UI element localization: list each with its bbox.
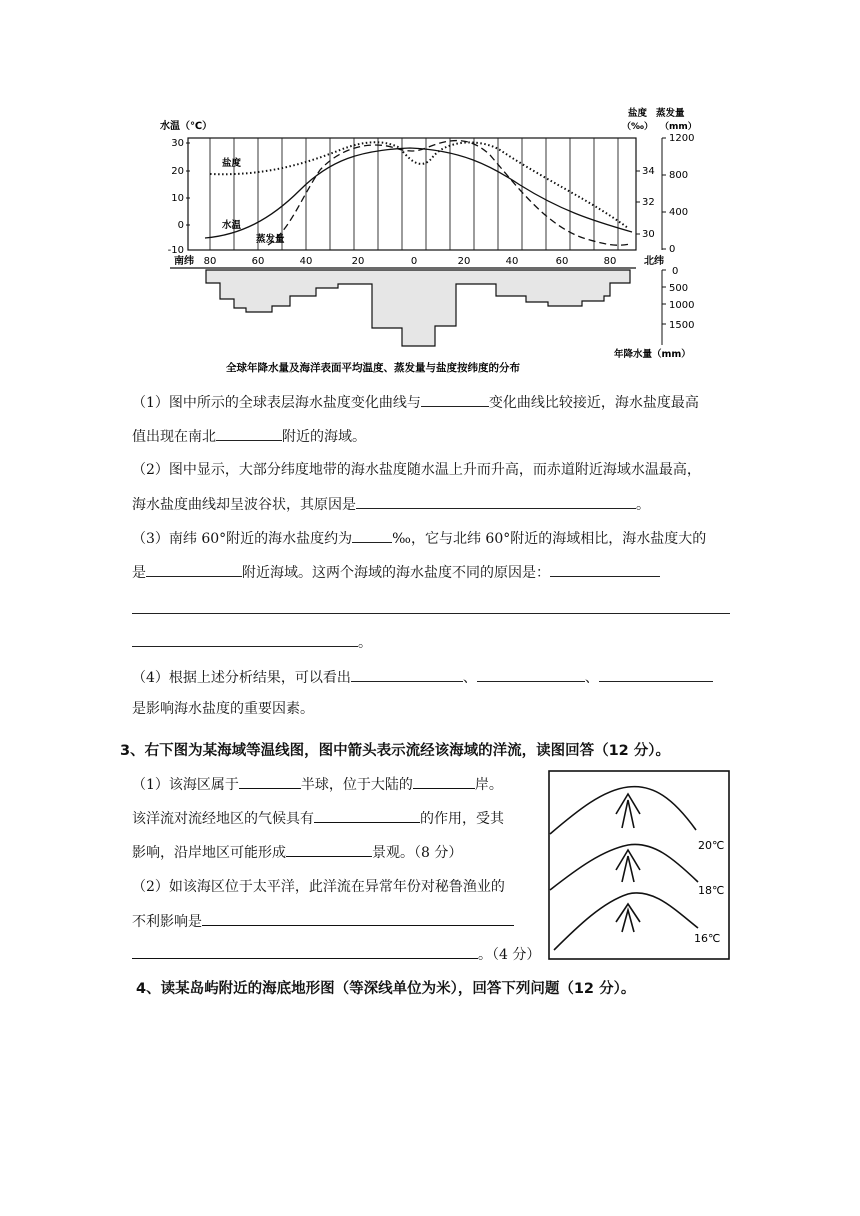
latitude-tick: 40 — [505, 256, 519, 267]
q3-title: 3、右下图为某海域等温线图，图中箭头表示流经该海域的洋流，读图回答（12 分）。 — [120, 743, 671, 759]
q2-p1-blank2[interactable] — [216, 426, 282, 441]
q2-p1-blank1[interactable] — [421, 392, 489, 407]
right-axis-unit-salinity: （‰） — [622, 122, 653, 132]
left-tick: 10 — [171, 193, 184, 204]
current-arrow-icon — [616, 794, 640, 932]
q2-p3-text-b: ‰，它与北纬 60°附近的海域相比，海水盐度大的 — [392, 531, 707, 547]
q2-part4-line2 — [132, 699, 314, 719]
precip-tick: 500 — [669, 283, 689, 294]
q3-p1-text-c: 岸。 — [474, 777, 503, 793]
salinity-tick: 30 — [642, 229, 655, 240]
q3-part1-line3 — [132, 842, 462, 863]
q3-part1-line1 — [132, 774, 503, 795]
q3-part1-line2 — [132, 808, 504, 829]
q3-p1-text-g: 景观。（8 分） — [372, 845, 463, 861]
q3-p1-blank2[interactable] — [413, 774, 475, 789]
q3-p1-blank4[interactable] — [286, 842, 372, 857]
precip-tick: 1500 — [669, 320, 695, 331]
q2-p1-text-c: 值出现在南北 — [132, 429, 216, 445]
salinity-tick: 34 — [642, 166, 655, 177]
water-temp-curve-label: 水温 — [222, 220, 242, 231]
latitude-tick: 40 — [299, 256, 313, 267]
q2-p4-text-a: （4）根据上述分析结果，可以看出 — [132, 670, 351, 686]
right-axis-title-salinity: 盐度 — [628, 108, 648, 119]
isotherm-line-16 — [554, 893, 698, 950]
salinity-curve-label: 盐度 — [222, 158, 242, 169]
isotherm-label: 18℃ — [698, 884, 725, 897]
north-latitude-label: 北纬 — [644, 256, 664, 267]
q3-p2-text-b: 不利影响是 — [132, 914, 202, 930]
south-latitude-label: 南纬 — [174, 256, 194, 267]
left-tick: 30 — [171, 138, 184, 149]
q2-p3-blank1[interactable] — [352, 528, 392, 543]
isotherm-figure — [548, 770, 730, 960]
q3-p1-text-b: 半球，位于大陆的 — [300, 777, 413, 793]
q2-p4-blank3[interactable] — [599, 667, 713, 682]
q3-part2-line3 — [132, 944, 540, 965]
q2-p4-text-b: 是影响海水盐度的重要因素。 — [132, 701, 314, 717]
q2-p1-text-d: 附近的海域。 — [282, 429, 366, 445]
right-axis-title-evap: 蒸发量 — [656, 108, 685, 119]
figure-caption: 全球年降水量及海洋表面平均温度、蒸发量与盐度按纬度的分布 — [226, 362, 520, 374]
q2-p2-text-c: 。 — [636, 497, 650, 513]
q2-p1-text-b: 变化曲线比较接近，海水盐度最高 — [488, 395, 699, 411]
latitude-tick: 20 — [351, 256, 365, 267]
isotherm-line-18 — [550, 844, 698, 890]
q2-p1-text-a: （1）图中所示的全球表层海水盐度变化曲线与 — [132, 395, 421, 411]
right-axis-unit-evap: （mm） — [660, 122, 697, 132]
latitude-tick: 80 — [603, 256, 617, 267]
evap-tick: 0 — [669, 244, 676, 255]
q3-p1-blank3[interactable] — [314, 808, 420, 823]
latitude-tick: 60 — [251, 256, 265, 267]
q2-part1-line1 — [132, 392, 699, 413]
q3-part2-line1 — [132, 877, 505, 897]
q2-p3-answer-rule[interactable] — [132, 612, 730, 614]
latitude-tick: 60 — [555, 256, 569, 267]
water-temp-curve — [205, 148, 632, 238]
precip-tick: 1000 — [669, 300, 695, 311]
left-tick: 20 — [171, 166, 184, 177]
q3-p1-text-e: 的作用，受其 — [420, 811, 504, 827]
q2-part1-line2 — [132, 426, 366, 447]
left-axis-title: 水温（℃） — [160, 121, 213, 132]
latitude-tick: 0 — [410, 256, 418, 267]
q3-p2-blank2[interactable] — [132, 944, 478, 959]
precip-axis-title: 年降水量（mm） — [614, 349, 691, 360]
q2-p2-text-b: 海水盐度曲线却呈波谷状，其原因是 — [132, 497, 356, 513]
q2-part3-line1 — [132, 528, 706, 549]
q2-part3-line2 — [132, 562, 660, 583]
q4-title: 4、读某岛屿附近的海底地形图（等深线单位为米），回答下列问题（12 分）。 — [136, 981, 636, 997]
left-tick: 0 — [177, 220, 184, 231]
q2-p4-sep1: 、 — [462, 670, 477, 686]
q2-p4-blank1[interactable] — [351, 667, 463, 682]
q2-p2-blank[interactable] — [356, 494, 636, 509]
q3-p1-blank1[interactable] — [239, 774, 301, 789]
q3-p2-text-a: （2）如该海区位于太平洋，此洋流在异常年份对秘鲁渔业的 — [132, 879, 505, 895]
q2-p3-blank3[interactable] — [550, 562, 660, 577]
q2-p4-blank2[interactable] — [477, 667, 585, 682]
evaporation-curve — [268, 141, 630, 246]
q2-p3-text-a: （3）南纬 60°附近的海水盐度约为 — [132, 531, 353, 547]
evaporation-curve-label: 蒸发量 — [256, 234, 285, 245]
isotherm-label: 20℃ — [698, 839, 725, 852]
precipitation-histogram — [206, 270, 630, 346]
q2-p3-text-d: 附近海域。这两个海域的海水盐度不同的原因是： — [242, 565, 550, 581]
q2-part2-line1 — [132, 460, 701, 480]
q2-part4-line1 — [132, 667, 713, 688]
q2-part3-line3 — [132, 632, 372, 653]
evap-tick: 1200 — [669, 133, 695, 144]
precip-tick: 0 — [672, 266, 679, 277]
q2-p3-text-c: 是 — [132, 565, 146, 581]
q2-part2-line2 — [132, 494, 650, 515]
salinity-tick: 32 — [642, 197, 655, 208]
q2-p3-blank2[interactable] — [146, 562, 242, 577]
q2-p4-sep2: 、 — [584, 670, 599, 686]
q3-p2-blank1[interactable] — [202, 911, 514, 926]
q3-part2-line2 — [132, 911, 514, 932]
isotherm-frame — [549, 771, 729, 959]
isotherm-label: 16℃ — [694, 932, 721, 945]
q2-p3-text-e: 。 — [358, 635, 372, 651]
q3-p1-text-a: （1）该海区属于 — [132, 777, 239, 793]
latitude-distribution-chart — [150, 100, 710, 375]
evap-tick: 800 — [669, 170, 689, 181]
q3-p1-text-f: 影响，沿岸地区可能形成 — [132, 845, 286, 861]
salinity-curve — [210, 142, 628, 228]
q2-p3-blank4[interactable] — [132, 632, 358, 647]
left-tick: -10 — [167, 245, 184, 256]
q3-p1-text-d: 该洋流对流经地区的气候具有 — [132, 811, 314, 827]
q3-p2-text-c: 。（4 分） — [478, 947, 541, 963]
latitude-tick: 20 — [457, 256, 471, 267]
latitude-tick: 80 — [203, 256, 217, 267]
q2-p2-text-a: （2）图中显示，大部分纬度地带的海水盐度随水温上升而升高，而赤道附近海域水温最高， — [132, 462, 701, 478]
evap-tick: 400 — [669, 207, 689, 218]
